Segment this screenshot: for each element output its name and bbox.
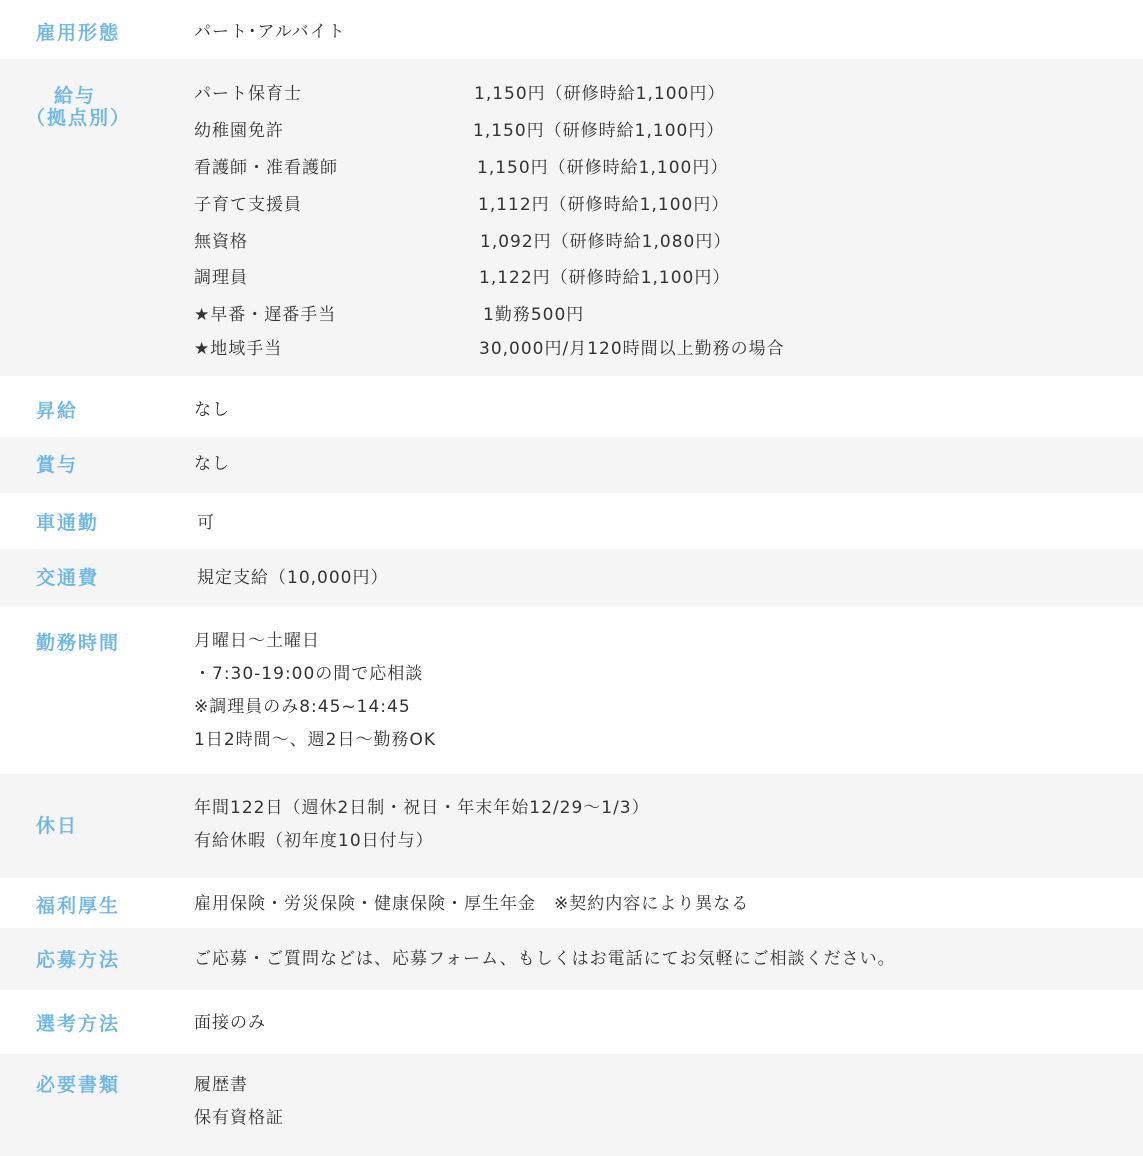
working-hours-label: 勤務時間 — [36, 632, 121, 654]
working-hours-line: 1日2時間～、週2日～勤務OK — [194, 730, 436, 750]
salary-allowance-amount: 30,000円/月120時間以上勤務の場合 — [479, 339, 785, 359]
holidays-label: 休日 — [36, 815, 79, 837]
row-welfare — [0, 878, 1143, 928]
application-method-value: ご応募・ご質問などは、応募フォーム、もしくはお電話にてお気軽にご相談ください。 — [194, 949, 896, 969]
salary-item-amount: 1,150円（研修時給1,100円） — [474, 84, 726, 104]
salary-label-line2: （拠点別） — [26, 107, 132, 129]
salary-label-line1: 給与 — [53, 85, 96, 107]
holidays-line: 有給休暇（初年度10日付与） — [194, 831, 434, 851]
row-bonus — [0, 437, 1143, 493]
row-employment-type — [0, 0, 1143, 59]
bonus-label: 賞与 — [36, 454, 79, 476]
salary-item-name: 幼稚園免許 — [194, 121, 284, 141]
selection-method-value: 面接のみ — [194, 1013, 266, 1033]
salary-item-amount: 1,112円（研修時給1,100円） — [478, 195, 730, 215]
salary-item-name: 無資格 — [194, 232, 248, 252]
required-documents-label: 必要書類 — [36, 1074, 121, 1096]
working-hours-line: ※調理員のみ8:45~14:45 — [194, 697, 411, 717]
working-hours-line: 月曜日～土曜日 — [194, 631, 320, 651]
row-selection-method — [0, 990, 1143, 1054]
salary-label — [26, 85, 132, 129]
welfare-label: 福利厚生 — [36, 895, 121, 917]
salary-item-name: パート保育士 — [194, 84, 302, 104]
salary-item-name: 調理員 — [194, 268, 248, 288]
salary-allowance-amount: 1勤務500円 — [483, 305, 585, 325]
holidays-value — [194, 792, 650, 858]
row-car-commute — [0, 493, 1143, 549]
salary-item-amount: 1,150円（研修時給1,100円） — [473, 121, 725, 141]
row-raise — [0, 376, 1143, 437]
raise-value: なし — [194, 400, 230, 420]
employment-type-label: 雇用形態 — [36, 22, 121, 44]
row-working-hours — [0, 607, 1143, 774]
salary-allowance-name: ★地域手当 — [194, 339, 283, 359]
required-documents-line: 履歴書 — [194, 1075, 248, 1095]
car-commute-label: 車通勤 — [36, 512, 100, 534]
transport-value: 規定支給（10,000円） — [197, 568, 389, 588]
transport-label: 交通費 — [36, 567, 100, 589]
salary-item-name: 子育て支援員 — [194, 195, 302, 215]
salary-item-amount: 1,150円（研修時給1,100円） — [477, 158, 729, 178]
employment-type-value: パート･アルバイト — [194, 22, 346, 42]
bonus-value: なし — [194, 454, 230, 474]
car-commute-value: 可 — [197, 513, 215, 533]
required-documents-line: 保有資格証 — [194, 1108, 284, 1128]
salary-item-amount: 1,092円（研修時給1,080円） — [480, 232, 732, 252]
salary-allowance-name: ★早番・遅番手当 — [194, 305, 337, 325]
raise-label: 昇給 — [36, 400, 79, 422]
row-required-documents — [0, 1054, 1143, 1156]
application-method-label: 応募方法 — [36, 949, 121, 971]
selection-method-label: 選考方法 — [36, 1013, 121, 1035]
welfare-value: 雇用保険・労災保険・健康保険・厚生年金 ※契約内容により異なる — [194, 894, 750, 914]
working-hours-value — [194, 625, 436, 757]
holidays-line: 年間122日（週休2日制・祝日・年末年始12/29～1/3） — [194, 798, 650, 818]
working-hours-line: ・7:30-19:00の間で応相談 — [194, 664, 424, 684]
row-application-method — [0, 928, 1143, 990]
salary-item-amount: 1,122円（研修時給1,100円） — [479, 268, 731, 288]
salary-item-name: 看護師・准看護師 — [194, 158, 338, 178]
row-holidays — [0, 774, 1143, 878]
required-documents-value — [194, 1069, 284, 1135]
row-transport — [0, 549, 1143, 607]
row-salary — [0, 59, 1143, 376]
